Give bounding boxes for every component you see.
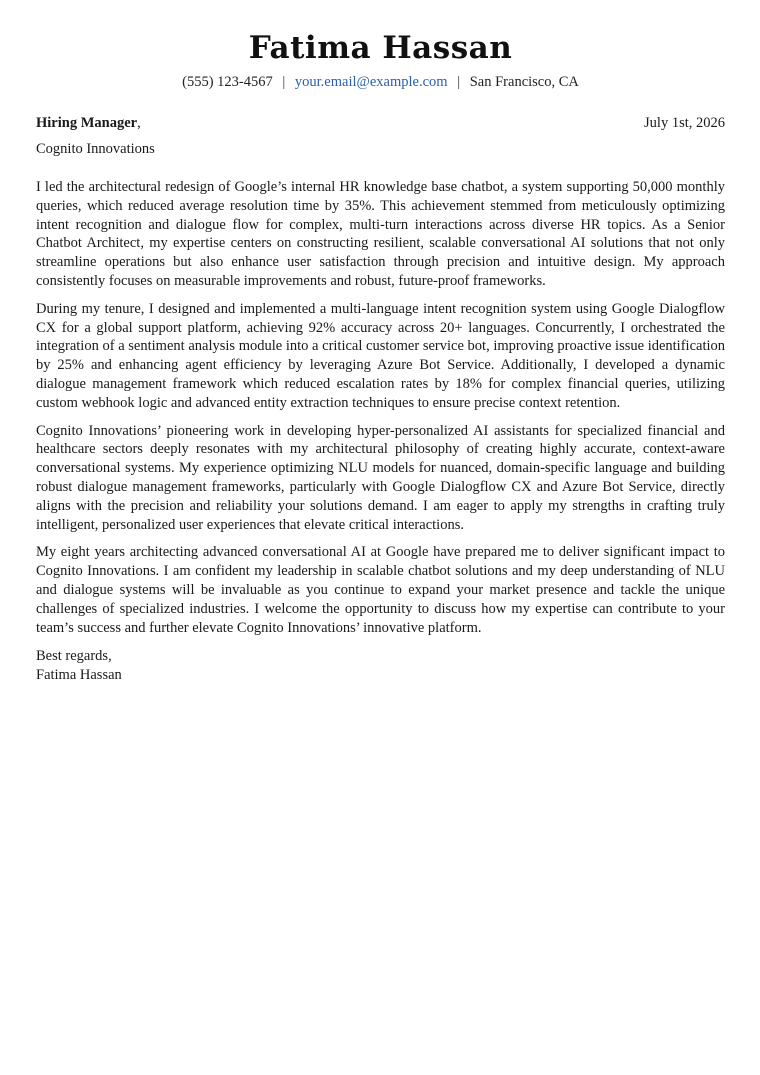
closing-salutation: Best regards, (36, 648, 112, 665)
applicant-name: Fatima Hassan (248, 30, 513, 66)
signature-name: Fatima Hassan (36, 667, 122, 684)
recipient-date-row (36, 113, 725, 133)
location: San Francisco, CA (469, 74, 579, 90)
contact-line (36, 72, 725, 92)
letter-date: July 1st, 2026 (644, 115, 725, 131)
letter-body (36, 178, 725, 637)
phone-number: (555) 123-4567 (182, 74, 273, 90)
email-link[interactable]: your.email@example.com (294, 74, 448, 90)
recipient-company: Cognito Innovations (36, 141, 155, 157)
closing-block (36, 647, 725, 685)
recipient-line (36, 113, 141, 133)
contact-separator: | (457, 74, 461, 90)
body-paragraph: I led the architectural redesign of Google’s internal HR knowledge base chatbot, a system supporting 50,000 monthly queries, which reduced average resolution time by 35%. This achievement stemmed from meticulously optimizing intent recognition and dialogue flow for complex, multi-turn interactions across diverse HR topics. As a Senior Chatbot Architect, my expertise centers on constructing resilient, scalable conversational AI solutions that not only streamline operations but also enhance user satisfaction through precision and intuitive design. My approach consistently focuses on measurable improvements and robust, future-proof frameworks. (36, 179, 725, 289)
recipient-title-suffix: , (137, 115, 141, 131)
cover-letter-page (36, 28, 725, 685)
body-paragraph: My eight years architecting advanced conversational AI at Google have prepared me to deliver significant impact to Cognito Innovations. I am confident my leadership in scalable chatbot solutions and my deep understanding of NLU and dialogue systems will be invaluable as you continue to expand your market presence and tackle the unique challenges of specialized industries. I welcome the opportunity to discuss how my expertise can contribute to your team’s success and further elevate Cognito Innovations’ innovative platform. (36, 544, 725, 636)
contact-separator: | (282, 74, 286, 90)
body-paragraph: Cognito Innovations’ pioneering work in developing hyper-personalized AI assistants for specialized financial and healthcare sectors deeply resonates with my architectural philosophy of creating highly accurate, context-aware conversational systems. My experience optimizing NLU models for nuanced, domain-specific language and building robust dialogue management frameworks, particularly with Google Dialogflow CX and Azure Bot Service, directly aligns with the precision and reliability your solutions demand. I am eager to apply my strengths in crafting truly intelligent, personalized user experiences that elevate critical interactions. (36, 422, 725, 533)
recipient-title: Hiring Manager (36, 115, 138, 131)
body-paragraph: During my tenure, I designed and implemented a multi-language intent recognition system using Google Dialogflow CX for a global support platform, achieving 92% accuracy across 20+ languages. Concurrently, I orchestrated the integration of a sentiment analysis module into a critical customer service bot, improving proactive issue identification by 25% and enhancing agent efficiency by leveraging Azure Bot Service. Additionally, I developed a dynamic dialogue management framework which reduced escalation rates by 18% for complex financial queries, utilizing custom webhook logic and advanced entity extraction techniques to ensure precise context retention. (36, 300, 725, 411)
